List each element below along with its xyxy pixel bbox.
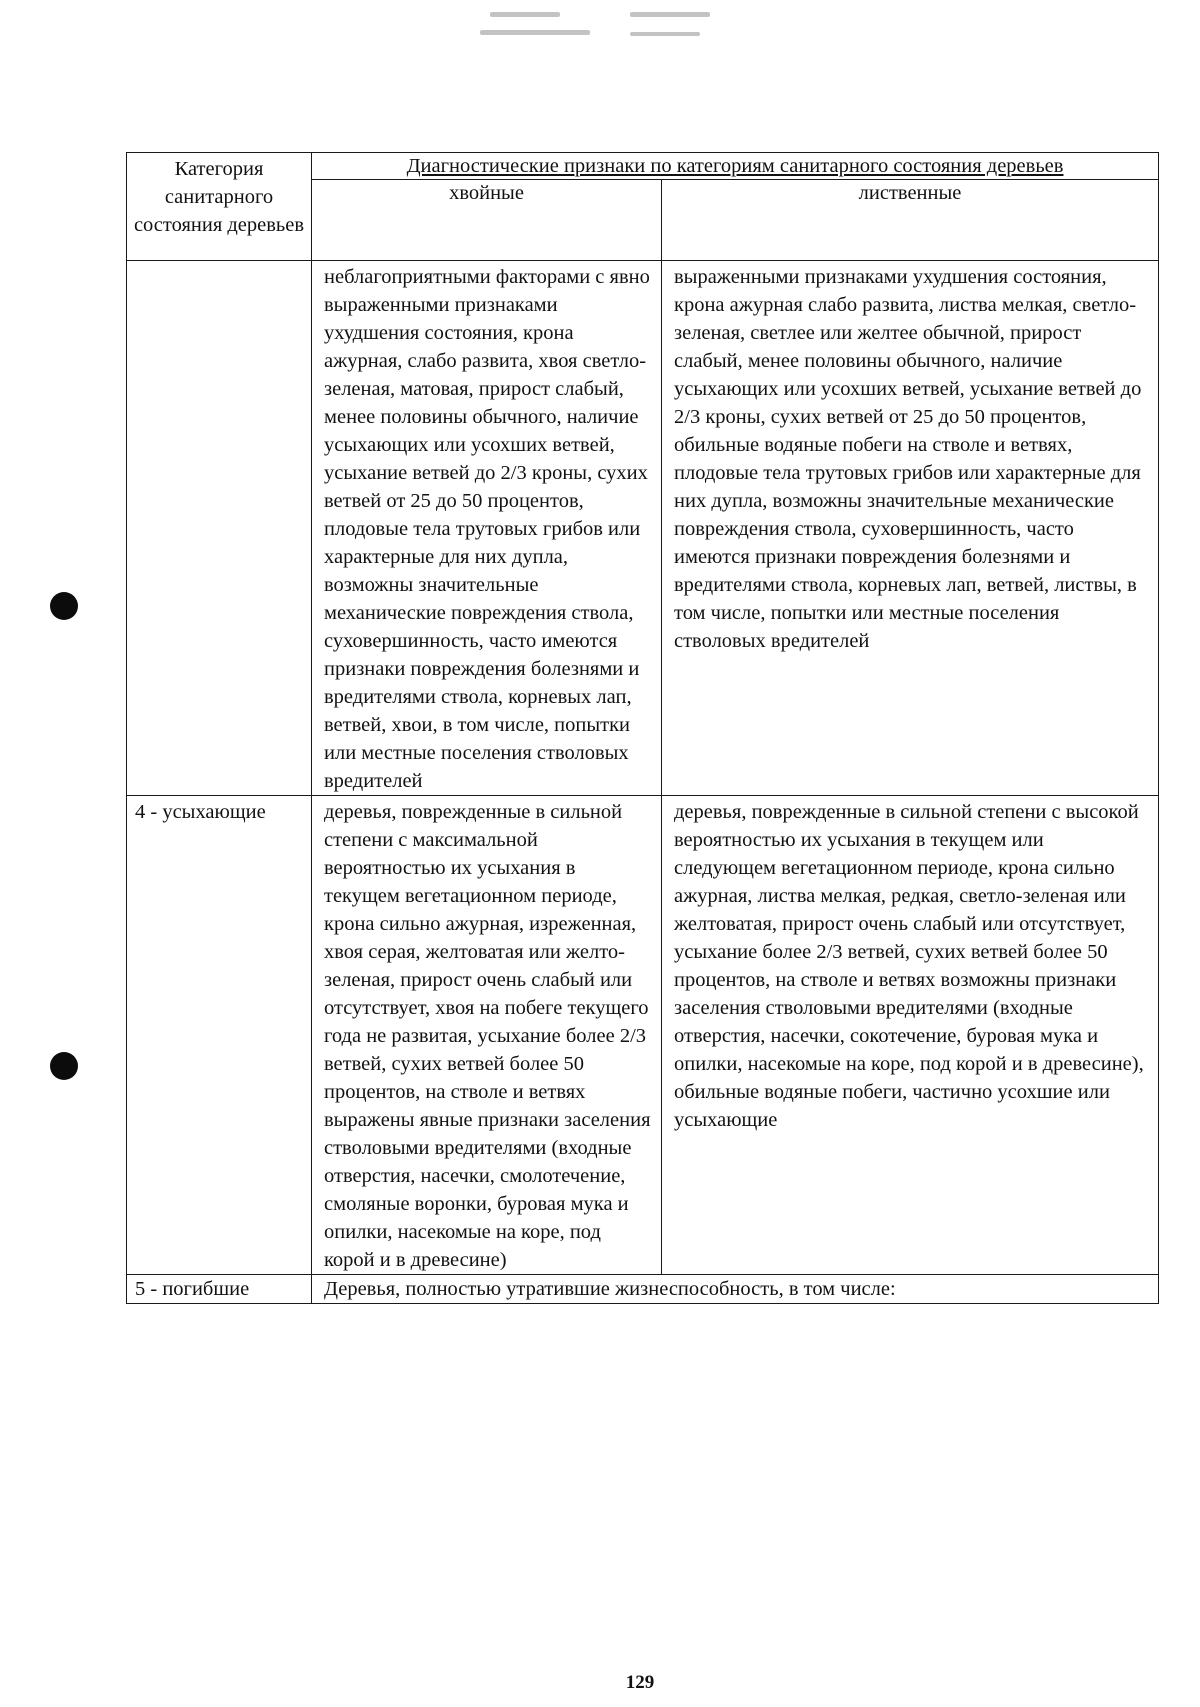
merged-description-cell: Деревья, полностью утратившие жизнеспособность, в том числе: <box>312 1275 1159 1304</box>
coniferous-column-header: хвойные <box>312 180 662 261</box>
table-row <box>127 1275 1159 1304</box>
diagnostic-signs-header: Диагностические признаки по категориям санитарного состояния деревьев <box>312 153 1159 180</box>
category-cell: 4 - усыхающие <box>127 796 312 1275</box>
faded-stamp-mark <box>480 6 780 50</box>
deciduous-column-header: лиственные <box>662 180 1159 261</box>
punch-hole-mark <box>50 592 78 620</box>
table-row <box>127 796 1159 1275</box>
punch-hole-mark <box>50 1052 78 1080</box>
table-header-row <box>127 153 1159 180</box>
coniferous-cell: деревья, поврежденные в сильной степени с максимальной вероятностью их усыхания в текущем вегетационном периоде, крона сильно ажурная, изреженная, хвоя серая, желтоватая или желто-зеленая, прирост очень слабый или отсутствует, хвоя на побеге текущего года не развитая, усыхание более 2/3 ветвей, сухих ветвей более 50 процентов, на стволе и ветвях выражены явные признаки заселения стволовыми вредителями (входные отверстия, насечки, смолотечение, смоляные воронки, буровая мука и опилки, насекомые на коре, под корой и в древесине) <box>312 796 662 1275</box>
deciduous-cell: выраженными признаками ухудшения состояния, крона ажурная слабо развита, листва мелкая, светло-зеленая, светлее или желтее обычной, прирост слабый, менее половины обычного, наличие усыхающих или усохших ветвей, усыхание ветвей до 2/3 кроны, сухих ветвей от 25 до 50 процентов, обильные водяные побеги на стволе и ветвях, плодовые тела трутовых грибов или характерные для них дупла, возможны значительные механические повреждения ствола, суховершинность, часто имеются признаки повреждения болезнями и вредителями ствола, корневых лап, ветвей, листвы, в том числе, попытки или местные поселения стволовых вредителей <box>662 261 1159 796</box>
page-number: 129 <box>625 1672 655 1693</box>
category-column-header: Категория санитарного состояния деревьев <box>127 153 312 261</box>
category-cell: 5 - погибшие <box>127 1275 312 1304</box>
sanitary-condition-table <box>126 152 1159 1304</box>
coniferous-cell: неблагоприятными факторами с явно выраженными признаками ухудшения состояния, крона ажурная, слабо развита, хвоя светло-зеленая, матовая, прирост слабый, менее половины обычного, наличие усыхающих или усохших ветвей, усыхание ветвей до 2/3 кроны, сухих ветвей от 25 до 50 процентов, плодовые тела трутовых грибов или характерные для них дупла, возможны значительные механические повреждения ствола, суховершинность, часто имеются признаки повреждения болезнями и вредителями ствола, корневых лап, ветвей, хвои, в том числе, попытки или местные поселения стволовых вредителей <box>312 261 662 796</box>
deciduous-cell: деревья, поврежденные в сильной степени с высокой вероятностью их усыхания в текущем или следующем вегетационном периоде, крона сильно ажурная, листва мелкая, редкая, светло-зеленая или желтоватая, прирост очень слабый или отсутствует, усыхание более 2/3 ветвей, сухих ветвей более 50 процентов, на стволе и ветвях возможны признаки заселения стволовыми вредителями (входные отверстия, насечки, сокотечение, буровая мука и опилки, насекомые на коре, под корой и в древесине), обильные водяные побеги, частично усохшие или усыхающие <box>662 796 1159 1275</box>
category-cell <box>127 261 312 796</box>
table-row <box>127 261 1159 796</box>
